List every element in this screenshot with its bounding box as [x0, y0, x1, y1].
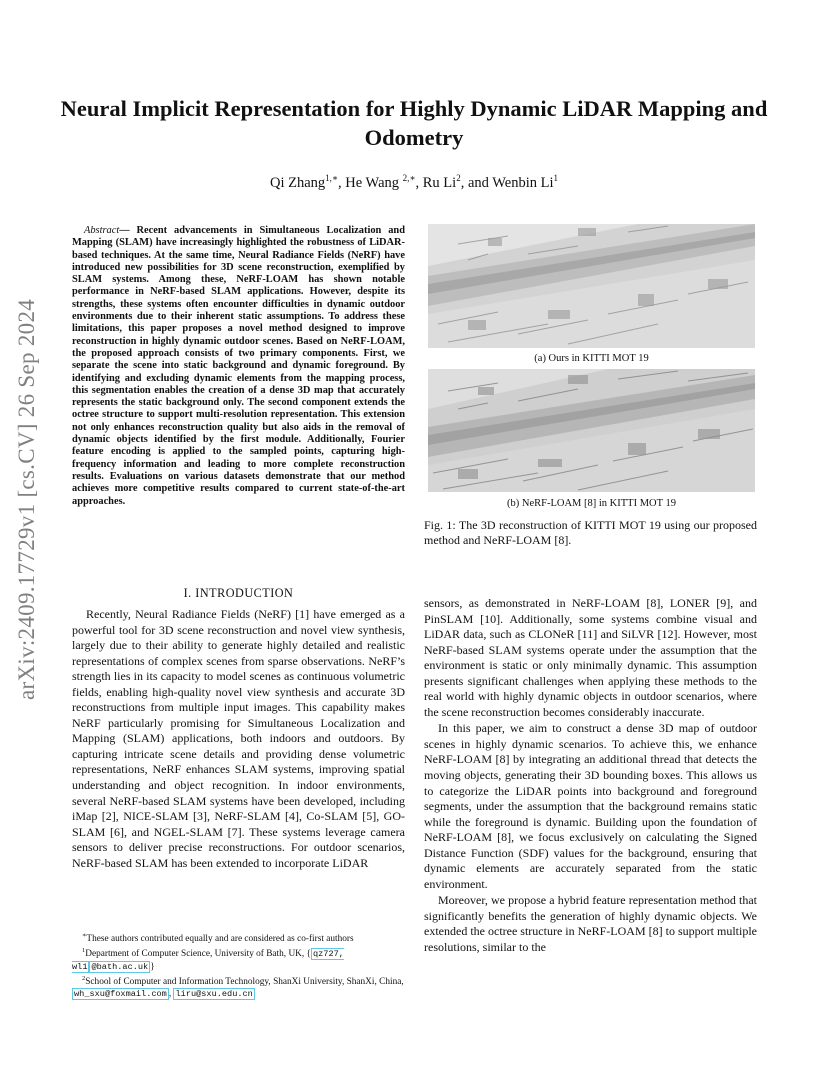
abstract-text: Recent advancements in Simultaneous Localization and Mapping (SLAM) have increasingly highlighted the robustness of LiDAR-based techniques. At the same time, Neural Radiance Fields (NeRF) have introduced new possibilities for 3D scene reconstruction, exemplified by SLAM systems. Among these, NeRF-LOAM has shown notable performance in NeRF-based SLAM applications. However, despite its strengths, these systems often encounter difficulties in dynamic outdoor environments due to their inherent static assumptions. To address these limitations, this paper proposes a novel method designed to improve reconstruction in highly dynamic outdoor scenes. Based on NeRF-LOAM, the proposed approach consists of two primary components. First, we separate the scene into static background and dynamic foreground. By identifying and excluding dynamic elements from the mapping process, this segmentation enables the creation of a dense 3D map that accurately represents the static background only. The second component extends the octree structure to support multi-resolution representation. This extension not only enhances reconstruction quality but also aids in the removal of dynamic objects identified by the first module. Additionally, Fourier feature encoding is applied to the sampled points, capturing high-frequency information and leading to more complete reconstruction results. Evaluations on various datasets demonstrate that our method achieves more competitive results compared to current state-of-the-art approaches. — [72, 225, 405, 507]
author-name: Wenbin Li — [492, 174, 554, 191]
footnote: ∗These authors contributed equally and are considered as co-first authors — [82, 932, 354, 945]
figure-image-ours — [428, 224, 755, 348]
body-paragraph: sensors, as demonstrated in NeRF-LOAM [8], LONER [9], and PinSLAM [10]. Additionally, some systems combine visual and LiDAR data, such as CLONeR [11] and SiLVR [12]. However, most NeRF-based SLAM systems operate under the assumption that the environment is static or only minimally dynamic. This assumption presents significant challenges when applying these methods to the real world with highly dynamic objects in outdoor scenarios, where the scene reconstruction becomes considerably inaccurate. — [424, 596, 757, 719]
right-column — [424, 596, 757, 956]
author-name: Ru Li — [422, 174, 457, 191]
footnote: $^2$School of Computer and Information Technology, ShanXi University, ShanXi, China, wh_sxu@foxmail.com , liru@sxu.edu.cn — [74, 974, 404, 1000]
author-affiliation: 1 — [553, 173, 559, 183]
email-link[interactable]: qz727, wl1 — [72, 949, 344, 972]
author-affiliation: 2 — [456, 173, 461, 183]
paper-title: Neural Implicit Representation for Highly Dynamic LiDAR Mapping and Odometry — [60, 96, 768, 150]
email-link[interactable]: wh_sxu@foxmail.com — [74, 989, 167, 1000]
abstract: Abstract— Recent advancements in Simultaneous Localization and Mapping (SLAM) have increasingly highlighted the robustness of LiDAR-based techniques. At the same time, Neural Radiance Fields (NeRF) have introduced new possibilities for 3D scene reconstruction, exemplified by SLAM systems. Among these, NeRF-LOAM has shown notable performance in NeRF-based SLAM applications. However, despite its strengths, these systems often encounter difficulties in dynamic outdoor environments due to their inherent static assumptions. To address these limitations, this paper proposes a novel method designed to improve reconstruction in highly dynamic outdoor scenes. Based on NeRF-LOAM, the proposed approach consists of two primary components. First, we separate the scene into static background and dynamic foreground. By identifying and excluding dynamic elements from the mapping process, this segmentation enables the creation of a dense 3D map that accurately represents the static background only. The second component extends the octree structure to support multi-resolution representation. This extension not only enhances reconstruction quality but also aids in the removal of dynamic objects identified by the first module. Additionally, Fourier feature encoding is applied to the sampled points, capturing high-frequency information and leading to more complete reconstruction results. Evaluations on various datasets demonstrate that our method achieves more competitive results compared to current state-of-the-art approaches. — [72, 225, 405, 507]
figure-image-nerf-loam — [428, 369, 755, 492]
author-list: Qi Zhang$^{1,∗}$, He Wang $^{2,∗}$, Ru Li$^2$, and Wenbin Li$^1$ — [269, 173, 559, 191]
author-name: He Wang — [345, 174, 403, 191]
author-name: Qi Zhang — [269, 174, 326, 191]
body-paragraph: Moreover, we propose a hybrid feature representation method that significantly benefits the generation of highly dynamic objects. We extended the octree structure in NeRF-LOAM [8] to support multiple resolutions, similar to the — [424, 893, 757, 955]
arxiv-identifier: arXiv:2409.17729v1 [cs.CV] 26 Sep 2024 — [14, 298, 39, 700]
author-affiliation: 2,∗ — [402, 173, 416, 183]
footnotes — [72, 930, 405, 1000]
body-paragraph: Recently, Neural Radiance Fields (NeRF) [1] have emerged as a powerful tool for 3D scene reconstruction and novel view synthesis, largely due to their ability to generate highly detailed and realistic representations of complex scenes from sparse observations. NeRF’s strength lies in its capacity to model scenes as continuous volumetric fields, enabling high-quality novel view synthesis and accurate 3D reconstructions from multiple input images. This capability makes NeRF particularly promising for Simultaneous Localization and Mapping (SLAM) applications, both indoors and outdoors. By capturing intricate scene details and providing dense volumetric representations, NeRF enhances SLAM systems, improving spatial understanding and object recognition. In indoor environments, several NeRF-based SLAM systems have been developed, including iMap [2], NICE-SLAM [3], NeRF-SLAM [4], Co-SLAM [5], GO-SLAM [6], and NGEL-SLAM [7]. These systems leverage camera sensors to deliver precise reconstructions. For outdoor scenarios, NeRF-based SLAM has been extended to incorporate LiDAR — [72, 607, 405, 870]
author-affiliation: 1,∗ — [325, 173, 339, 183]
abstract-label: Abstract — [84, 225, 120, 236]
footnote: $^1$Department of Computer Science, University of Bath, UK, { qz727, wl1 @bath.ac.uk } — [72, 947, 344, 972]
email-link[interactable]: liru@sxu.edu.cn — [175, 989, 253, 1000]
section-heading: I. INTRODUCTION — [183, 586, 294, 600]
body-paragraph: In this paper, we aim to construct a dense 3D map of outdoor scenes in highly dynamic scenarios. To achieve this, we enhance NeRF-LOAM [8] by integrating an additional thread that detects the moving objects, generating their 3D bounding boxes. This allows us to categorize the LiDAR points into background and foreground segments, under the assumption that the background remains static while the foreground is dynamic. Building upon the foundation of NeRF-LOAM [8], we focus exclusively on calculating the Signed Distance Function (SDF) values for the background, ensuring that dynamic elements are accurately separated from the static environment. — [424, 721, 757, 891]
figure-caption: Fig. 1: The 3D reconstruction of KITTI MOT 19 using our proposed method and NeRF-LOAM [8]. — [424, 518, 757, 547]
subfigure-caption-a: (a) Ours in KITTI MOT 19 — [534, 353, 649, 364]
email-link[interactable]: @bath.ac.uk — [91, 961, 149, 972]
subfigure-caption-b: (b) NeRF-LOAM [8] in KITTI MOT 19 — [507, 498, 676, 509]
